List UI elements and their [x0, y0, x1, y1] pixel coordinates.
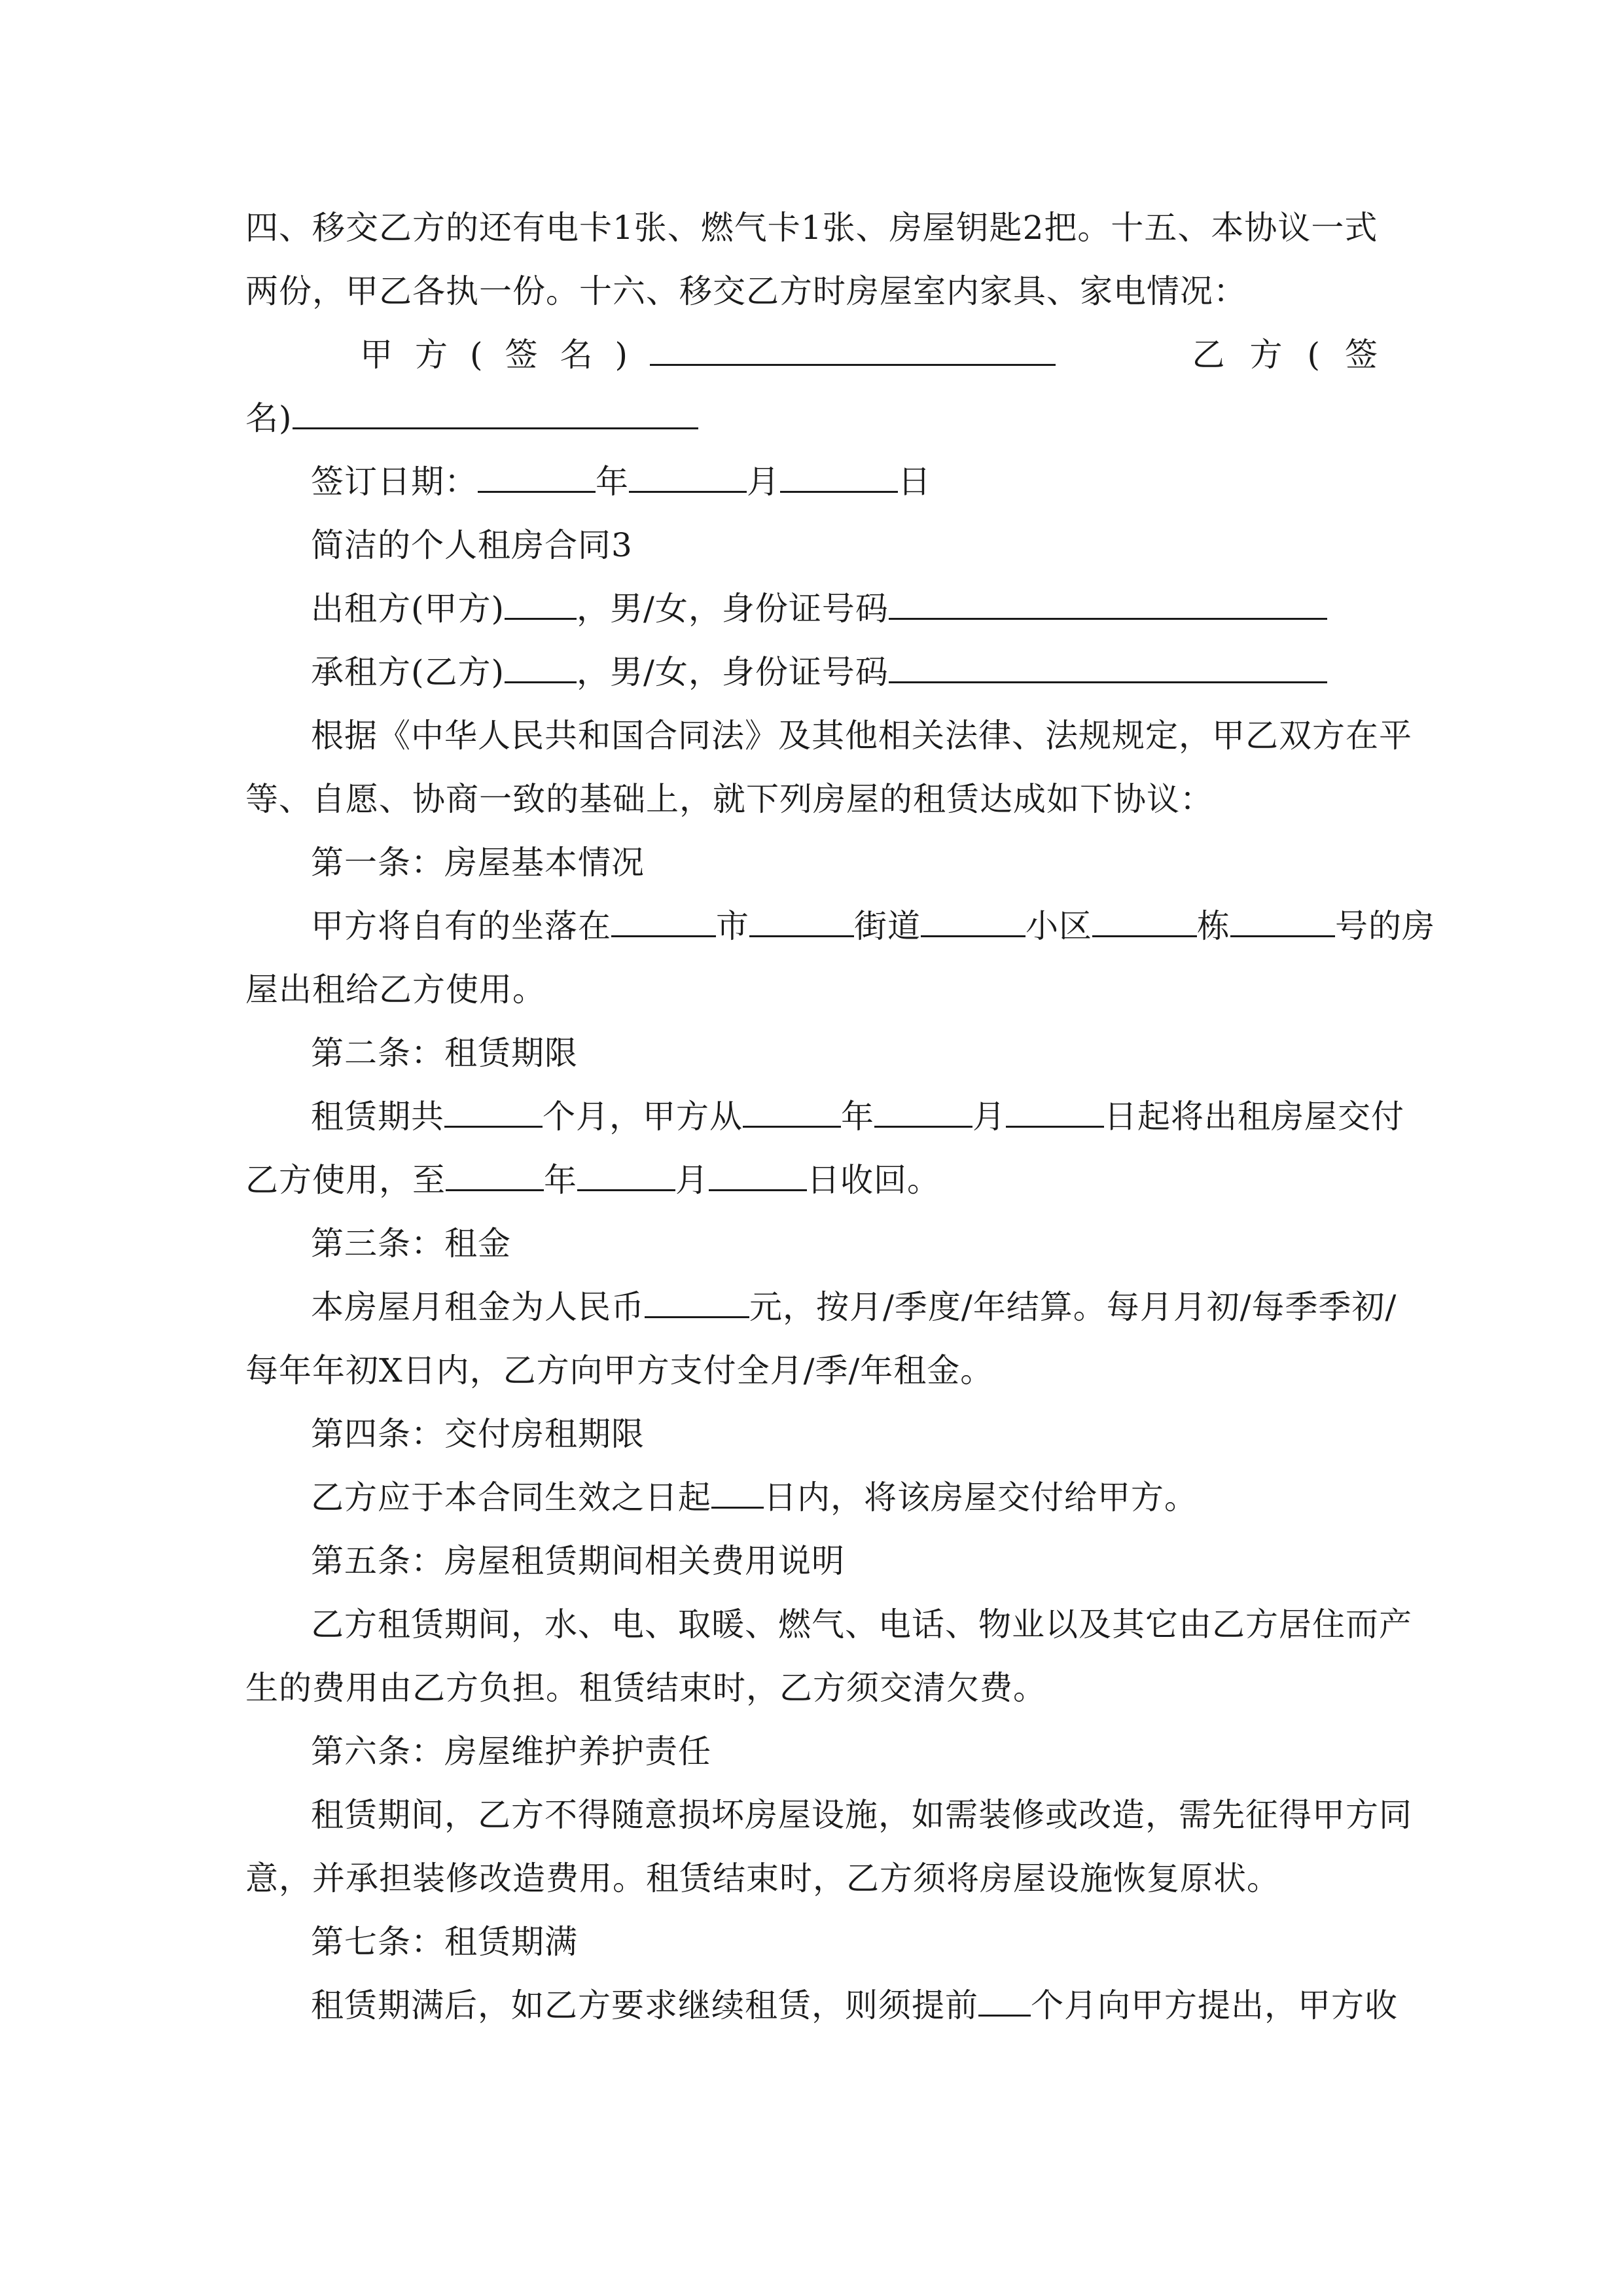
text: 第四条：交付房租期限 — [311, 1415, 645, 1453]
paragraph-line — [245, 1339, 1378, 1402]
lessor-name-blank[interactable] — [505, 577, 577, 620]
start-month-blank[interactable] — [874, 1085, 972, 1128]
text: 乙方应于本合同生效之日起 — [311, 1479, 711, 1516]
text: 简洁的个人租房合同3 — [311, 526, 633, 564]
text: 乙方租赁期间，水、电、取暖、燃气、电话、物业以及其它由乙方居住而产 — [311, 1605, 1412, 1643]
text: 生的费用由乙方负担。租赁结束时，乙方须交清欠费。 — [245, 1669, 1046, 1707]
text: 租赁期满后，如乙方要求继续租赁，则须提前 — [311, 1986, 978, 2024]
text: 年 — [596, 463, 629, 501]
paragraph-line — [245, 1657, 1378, 1719]
text: 第六条：房屋维护养护责任 — [311, 1732, 711, 1770]
lessor-id-blank[interactable] — [889, 577, 1327, 620]
text: 两份，甲乙各执一份。十六、移交乙方时房屋室内家具、家电情况： — [245, 272, 1247, 310]
text: ，男/女，身份证号码 — [577, 653, 889, 691]
party-a-signature-label: 甲方(签名) — [360, 336, 651, 374]
text: 日收回。 — [807, 1161, 940, 1199]
street-blank[interactable] — [749, 895, 854, 937]
text: 等、自愿、协商一致的基础上，就下列房屋的租赁达成如下协议： — [245, 780, 1213, 818]
party-b-signature-blank[interactable] — [293, 387, 698, 429]
paragraph-line — [245, 768, 1378, 831]
paragraph-line — [311, 1593, 1412, 1656]
document-title — [311, 514, 1378, 577]
city-blank[interactable] — [611, 895, 716, 937]
text: 年 — [544, 1161, 577, 1199]
text: 甲方将自有的坐落在 — [311, 907, 611, 945]
article-heading — [311, 1022, 1378, 1085]
paragraph-line — [311, 1085, 1404, 1148]
text: 租赁期间，乙方不得随意损坏房屋设施，如需装修或改造，需先征得甲方同 — [311, 1796, 1412, 1834]
paragraph-line — [311, 1466, 1378, 1529]
party-a-signature-blank[interactable] — [650, 323, 1056, 366]
paragraph-line — [311, 704, 1412, 767]
text: 第五条：房屋租赁期间相关费用说明 — [311, 1542, 845, 1580]
sign-date-line — [311, 450, 1378, 513]
delivery-days-blank[interactable] — [711, 1466, 764, 1509]
paragraph-line — [245, 958, 1378, 1021]
article-heading — [311, 1530, 1378, 1592]
paragraph-line — [245, 260, 1378, 323]
text: 个月，甲方从 — [543, 1098, 743, 1136]
end-year-blank[interactable] — [446, 1149, 544, 1191]
paragraph-line — [245, 196, 1378, 259]
text: ，男/女，身份证号码 — [577, 590, 889, 628]
party-b-signature-label: 乙方(签 — [1192, 336, 1402, 374]
text: 日 — [898, 463, 931, 501]
article-heading — [311, 1910, 1378, 1973]
text: 元，按月/季度/年结算。每月月初/每季季初/ — [749, 1288, 1397, 1326]
signature-line — [360, 323, 1402, 386]
building-blank[interactable] — [1092, 895, 1197, 937]
text: 承租方(乙方) — [311, 653, 505, 691]
end-day-blank[interactable] — [709, 1149, 807, 1191]
article-heading — [311, 831, 1378, 894]
rent-amount-blank[interactable] — [645, 1276, 749, 1318]
lessor-line — [311, 577, 1378, 640]
article-heading — [311, 1720, 1378, 1783]
text: 个月向甲方提出，甲方收 — [1031, 1986, 1398, 2024]
text: 四、移交乙方的还有电卡1张、燃气卡1张、房屋钥匙2把。十五、本协议一式 — [245, 209, 1378, 247]
paragraph-line — [311, 1276, 1397, 1338]
paragraph-line — [311, 895, 1435, 958]
lessee-name-blank[interactable] — [505, 641, 577, 683]
text: 每年年初X日内，乙方向甲方支付全月/季/年租金。 — [245, 1352, 994, 1390]
text: 第三条：租金 — [311, 1225, 511, 1263]
text: 栋 — [1197, 907, 1230, 945]
text: 意，并承担装修改造费用。租赁结束时，乙方须将房屋设施恢复原状。 — [245, 1859, 1280, 1897]
paragraph-line — [245, 1847, 1378, 1910]
lessee-line — [311, 641, 1378, 704]
text: 年 — [841, 1098, 874, 1136]
start-year-blank[interactable] — [743, 1085, 841, 1128]
text: 街道 — [854, 907, 921, 945]
notice-months-blank[interactable] — [978, 1974, 1031, 2017]
text: 日起将出租房屋交付 — [1104, 1098, 1404, 1136]
lessee-id-blank[interactable] — [889, 641, 1327, 683]
text: 出租方(甲方) — [311, 590, 505, 628]
article-heading — [311, 1212, 1378, 1275]
text: 日内，将该房屋交付给甲方。 — [764, 1479, 1198, 1516]
text: 月 — [972, 1098, 1006, 1136]
text: 签订日期： — [311, 463, 478, 501]
text: 月 — [747, 463, 780, 501]
start-day-blank[interactable] — [1006, 1085, 1104, 1128]
text: 乙方使用，至 — [245, 1161, 446, 1199]
text: 第一条：房屋基本情况 — [311, 844, 645, 882]
paragraph-line — [311, 1974, 1398, 2037]
paragraph-line — [311, 1784, 1412, 1846]
text: 月 — [675, 1161, 709, 1199]
text: 根据《中华人民共和国合同法》及其他相关法律、法规规定，甲乙双方在平 — [311, 717, 1412, 755]
text: 第二条：租赁期限 — [311, 1034, 578, 1072]
text: 本房屋月租金为人民币 — [311, 1288, 645, 1326]
district-blank[interactable] — [921, 895, 1026, 937]
text: 屋出租给乙方使用。 — [245, 971, 546, 1009]
text: 租赁期共 — [311, 1098, 444, 1136]
months-blank[interactable] — [444, 1085, 543, 1128]
text: 第七条：租赁期满 — [311, 1923, 578, 1961]
text: 市 — [716, 907, 749, 945]
date-year-blank[interactable] — [478, 450, 596, 493]
paragraph-line — [245, 1149, 1378, 1211]
text: 小区 — [1026, 907, 1092, 945]
date-month-blank[interactable] — [629, 450, 747, 493]
text: 号的房 — [1335, 907, 1435, 945]
signature-line-cont — [245, 387, 1378, 450]
end-month-blank[interactable] — [577, 1149, 675, 1191]
date-day-blank[interactable] — [780, 450, 898, 493]
article-heading — [311, 1403, 1378, 1465]
number-blank[interactable] — [1230, 895, 1335, 937]
text: 名) — [245, 399, 293, 437]
